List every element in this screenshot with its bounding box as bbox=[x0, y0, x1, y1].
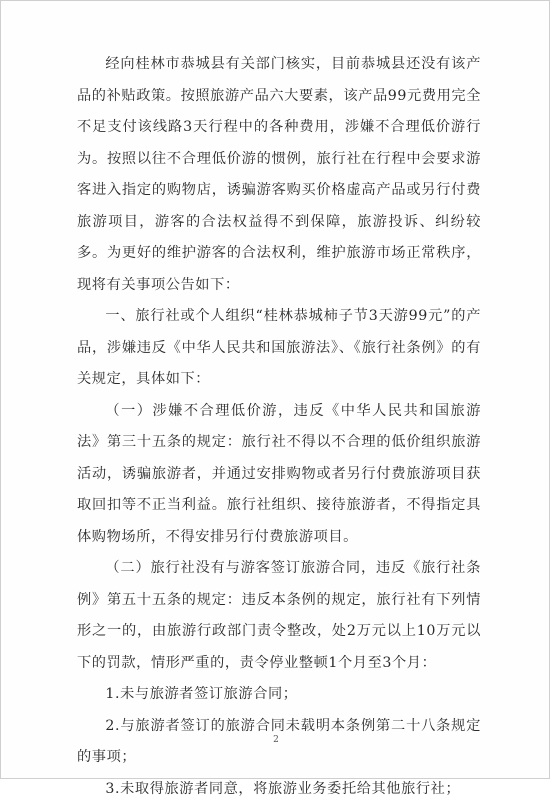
document-body bbox=[77, 49, 481, 805]
page-number: 2 bbox=[1, 735, 550, 745]
list-item-1: 1.未与旅游者签订旅游合同； bbox=[77, 679, 481, 711]
paragraph-intro: 经向桂林市恭城县有关部门核实，目前恭城县还没有该产品的补贴政策。按照旅游产品六大要素，该产品99元费用完全不足支付该线路3天行程中的各种费用，涉嫌不合理低价游行为。按照以往不合理低价游的惯例，旅行社在行程中会要求游客进入指定的购物店，诱骗游客购买价格虚高产品或另行付费旅游项目，游客的合法权益得不到保障，旅游投诉、纠纷较多。为更好的维护游客的合法权利，维护旅游市场正常秩序，现将有关事项公告如下： bbox=[77, 49, 481, 301]
paragraph-item-one: （一）涉嫌不合理低价游，违反《中华人民共和国旅游法》第三十五条的规定：旅行社不得以不合理的低价组织旅游活动，诱骗旅游者，并通过安排购物或者另行付费旅游项目获取回扣等不正当利益。旅行社组织、接待旅游者，不得指定具体购物场所，不得安排另行付费旅游项目。 bbox=[77, 396, 481, 554]
list-item-3: 3.未取得旅游者同意，将旅游业务委托给其他旅行社； bbox=[77, 774, 481, 805]
paragraph-item-two: （二）旅行社没有与游客签订旅游合同，违反《旅行社条例》第五十五条的规定：违反本条例的规定，旅行社有下列情形之一的，由旅游行政部门责令整改，处2万元以上10万元以下的罚款，情形严重的，责令停业整顿1个月至3个月： bbox=[77, 553, 481, 679]
list-item-2: 2.与旅游者签订的旅游合同未载明本条例第二十八条规定的事项； bbox=[77, 711, 481, 774]
paragraph-section-one: 一、旅行社或个人组织“桂林恭城柿子节3天游99元”的产品，涉嫌违反《中华人民共和国旅游法》、《旅行社条例》的有关规定，具体如下： bbox=[77, 301, 481, 396]
